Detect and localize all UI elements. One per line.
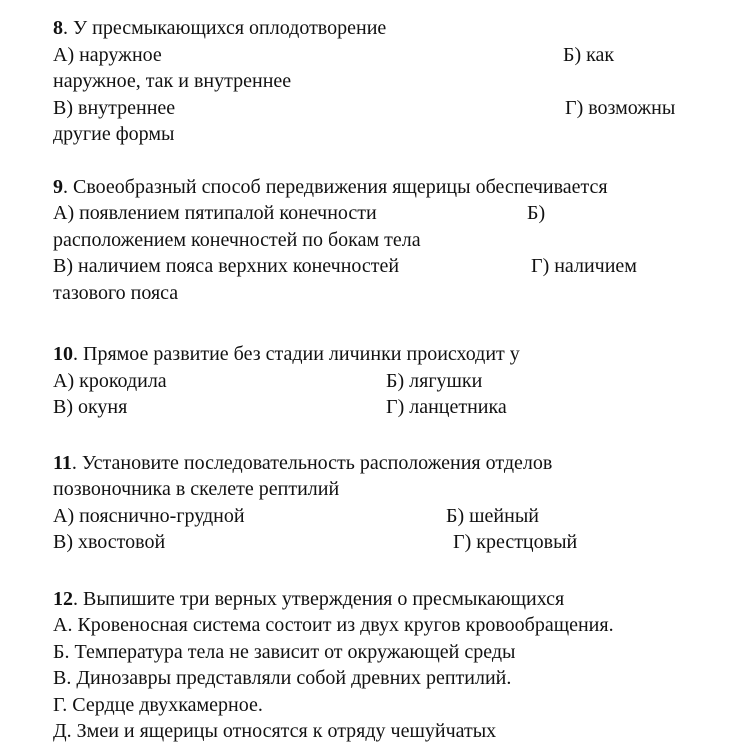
statement-text: В. Динозавры представляли собой древних рептилий. (53, 667, 512, 689)
answer-option-b: Б) (527, 202, 546, 224)
answer-option-a: А) наружное (53, 43, 162, 66)
answer-row (53, 529, 703, 556)
answer-option-d-cont: тазового пояса (53, 281, 179, 304)
question-number: 8 (53, 17, 63, 39)
question-stem (53, 174, 703, 201)
statement-text: Д. Змеи и ящерицы относятся к отряду чешуйчатых (53, 720, 497, 742)
question-stem-cont (53, 476, 703, 503)
statement-text: Г. Сердце двухкамерное. (53, 693, 263, 716)
question-stem (53, 341, 703, 368)
test-page (53, 15, 703, 745)
answer-option-c: В) окуня (53, 396, 128, 418)
question-text: . У пресмыкающихся оплодотворение (63, 17, 387, 39)
answer-option-a: А) пояснично-грудной (53, 504, 245, 527)
question-stem (53, 450, 703, 477)
question-number: 9 (53, 175, 63, 198)
question-11 (53, 450, 703, 556)
answer-option-a: А) крокодила (53, 369, 167, 392)
answer-option-b: Б) лягушки (386, 369, 483, 392)
answer-row (53, 253, 703, 280)
answer-option-d: Г) крестцовый (453, 531, 578, 553)
answer-row (53, 368, 703, 395)
statement (53, 612, 703, 639)
question-9 (53, 174, 703, 307)
question-text: . Своеобразный способ передвижения ящерицы обеспечивается (63, 175, 608, 198)
question-10 (53, 341, 703, 421)
question-number: 11 (53, 451, 72, 474)
answer-row (53, 394, 703, 421)
statement (53, 639, 703, 666)
question-stem (53, 586, 703, 613)
question-number: 12 (53, 587, 73, 610)
answer-option-d-cont: другие формы (53, 123, 175, 145)
answer-continuation (53, 280, 703, 307)
answer-option-d: Г) возможны (565, 96, 676, 119)
statement (53, 692, 703, 719)
answer-row (53, 42, 703, 69)
question-8 (53, 15, 703, 148)
answer-option-a: А) появлением пятипалой конечности (53, 202, 377, 224)
answer-continuation (53, 121, 703, 148)
question-number: 10 (53, 343, 73, 365)
answer-option-d: Г) наличием (531, 255, 637, 277)
statement-text: А. Кровеносная система состоит из двух кругов кровообращения. (53, 614, 614, 636)
answer-option-b: Б) как (563, 43, 615, 66)
answer-option-b-cont: наружное, так и внутреннее (53, 70, 292, 92)
answer-continuation (53, 227, 703, 254)
statement (53, 665, 703, 692)
answer-option-c: В) внутреннее (53, 96, 176, 119)
question-stem (53, 15, 703, 42)
answer-row (53, 503, 703, 530)
answer-option-c: В) хвостовой (53, 531, 166, 553)
question-text-cont: позвоночника в скелете рептилий (53, 478, 340, 500)
question-text: . Выпишите три верных утверждения о пресмыкающихся (73, 587, 565, 610)
question-text: . Установите последовательность расположения отделов (71, 451, 553, 474)
answer-continuation (53, 68, 703, 95)
statement-text: Б. Температура тела не зависит от окружающей среды (53, 640, 516, 663)
statement (53, 718, 703, 745)
answer-option-b: Б) шейный (446, 504, 539, 527)
question-12 (53, 586, 703, 745)
answer-row (53, 95, 703, 122)
answer-option-c: В) наличием пояса верхних конечностей (53, 255, 400, 277)
answer-option-d: Г) ланцетника (386, 396, 507, 418)
answer-row (53, 200, 703, 227)
question-text: . Прямое развитие без стадии личинки происходит у (73, 343, 520, 365)
answer-option-b-cont: расположением конечностей по бокам тела (53, 228, 421, 251)
